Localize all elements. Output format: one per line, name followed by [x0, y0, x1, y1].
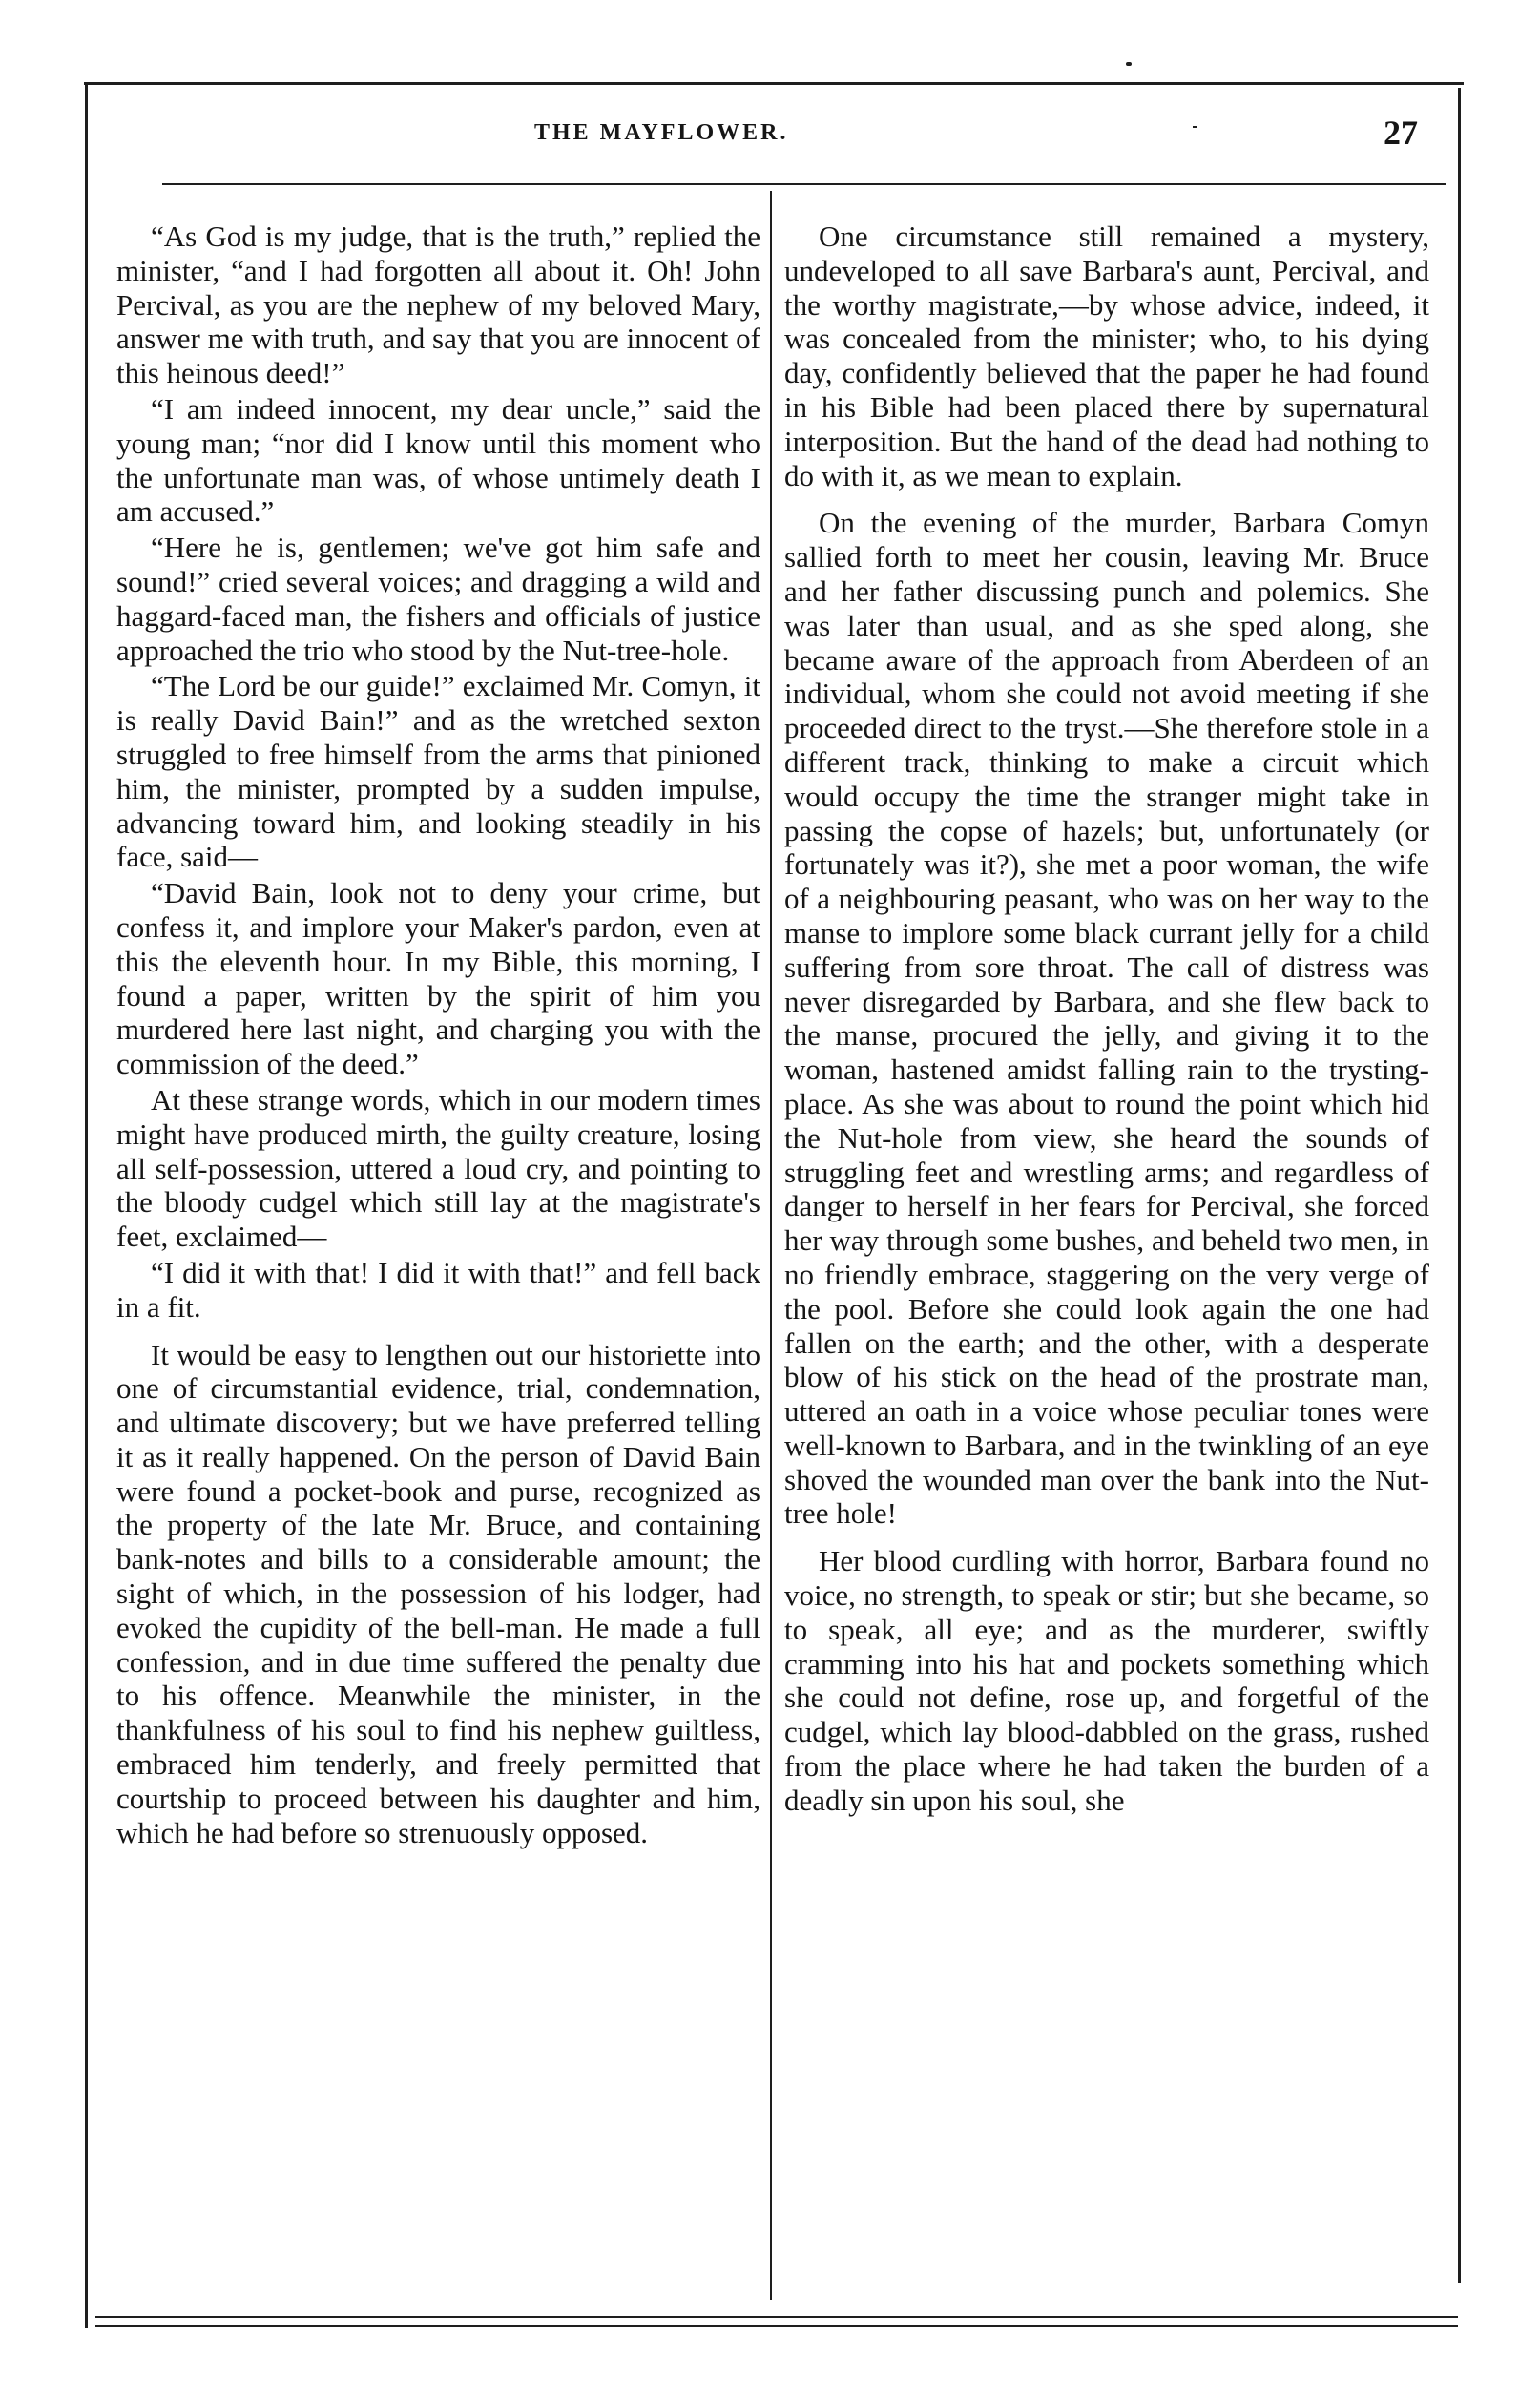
paragraph: “I did it with that! I did it with that!” and fell back in a fit. — [116, 1255, 760, 1324]
paragraph: “David Bain, look not to deny your crime, but confess it, and implore your Maker's pardon, even at this the eleventh hour. In my Bible, this morning, I found a paper, written by the spirit of him you murdered here last night, and charging you with the commission of the deed.” — [116, 876, 760, 1081]
paragraph: One circumstance still remained a mystery, undeveloped to all save Barbara's aunt, Percival, and the worthy magistrate,—by whose advice, indeed, it was concealed from the minister; who, to his dying day, confidently believed that the paper he had found in his Bible had been placed there by supernatural interposition. But the hand of the dead had nothing to do with it, as we mean to explain. — [784, 219, 1429, 492]
page-frame-top-rule — [84, 82, 1464, 85]
footer-rule — [95, 2316, 1458, 2318]
paragraph: On the evening of the murder, Barbara Comyn sallied forth to meet her cousin, leaving Mr. Bruce and her father discussing punch and polemics. She was later than usual, and as she sped along, she became aware of the approach from Aberdeen of an individual, whom she could not avoid meeting if she proceeded direct to the tryst.—She therefore stole in a different track, thinking to make a circuit which would occupy the time the stranger might take in passing the copse of hazels; but, unfortunately (or fortunately was it?), she met a poor woman, the wife of a neighbouring peasant, who was on her way to the manse to implore some black currant jelly for a child suffering from sore throat. The call of distress was never disregarded by Barbara, and she flew back to the manse, procured the jelly, and giving it to the woman, hastened amidst falling rain to the trysting-place. As she was about to round the point which hid the Nut-hole from view, she heard the sounds of struggling feet and wrestling arms; and regardless of danger to herself in her fears for Percival, she forced her way through some bushes, and beheld two men, in no friendly embrace, staggering on the very verge of the pool. Before she could look again the one had fallen on the earth; and the other, with a desperate blow of his stick on the head of the prostrate man, uttered an oath in a voice whose peculiar tones were well-known to Barbara, and in the twinkling of an eye shoved the wounded man over the bank into the Nut-tree hole! — [784, 506, 1429, 1531]
paragraph: “Here he is, gentlemen; we've got him safe and sound!” cried several voices; and dragging a wild and haggard-faced man, the fishers and officials of justice approached the trio who stood by the Nut-tree-hole. — [116, 531, 760, 667]
paragraph: “I am indeed innocent, my dear uncle,” said the young man; “nor did I know until this moment who the unfortunate man was, of whose untimely death I am accused.” — [116, 391, 760, 529]
header-rule — [162, 183, 1446, 185]
ink-speck — [1193, 126, 1197, 128]
page-frame-left-rule — [85, 82, 88, 2328]
right-column — [784, 219, 1429, 1820]
paragraph: Her blood curdling with horror, Barbara found no voice, no strength, to speak or stir; but she became, so to speak, all eye; and as the murderer, swiftly cramming into his hat and pockets something which she could not define, rose up, and forgetful of the cudgel, which lay blood-dabbled on the grass, rushed from the place where he had taken the burden of a deadly sin upon his soul, she — [784, 1544, 1429, 1817]
footer-rule-second — [95, 2325, 1458, 2327]
paragraph: It would be easy to lengthen out our historiette into one of circumstantial evidence, trial, condemnation, and ultimate discovery; but we have preferred telling it as it really happened. On the person of David Bain were found a pocket-book and purse, recognized as the property of the late Mr. Bruce, and containing bank-notes and bills to a considerable amount; the sight of which, in the possession of his lodger, had evoked the cupidity of the bell-man. He made a full confession, and in due time suffered the penalty due to his offence. Meanwhile the minister, in the thankfulness of his soul to find his nephew guiltless, embraced him tenderly, and freely permitted that courtship to proceed between his daughter and him, which he had before so strenuously opposed. — [116, 1337, 760, 1849]
paragraph: “The Lord be our guide!” exclaimed Mr. Comyn, it is really David Bain!” and as the wretched sexton struggled to free himself from the arms that pinioned him, the minister, prompted by a sudden impulse, advancing toward him, and looking steadily in his face, said— — [116, 669, 760, 874]
running-title: THE MAYFLOWER. — [534, 120, 789, 145]
left-column — [116, 219, 760, 1851]
paragraph: At these strange words, which in our modern times might have produced mirth, the guilty creature, losing all self-possession, uttered a loud cry, and pointing to the bloody cudgel which still lay at the magistrate's feet, exclaimed— — [116, 1082, 760, 1254]
column-divider — [770, 191, 772, 2300]
paragraph: “As God is my judge, that is the truth,” replied the minister, “and I had forgotten all about it. Oh! John Percival, as you are the nephew of my beloved Mary, answer me with truth, and say that you are innocent of this heinous deed!” — [116, 219, 760, 390]
ink-speck — [1126, 62, 1132, 66]
page-number: 27 — [1384, 114, 1418, 152]
page-frame-right-rule — [1458, 88, 1461, 2283]
